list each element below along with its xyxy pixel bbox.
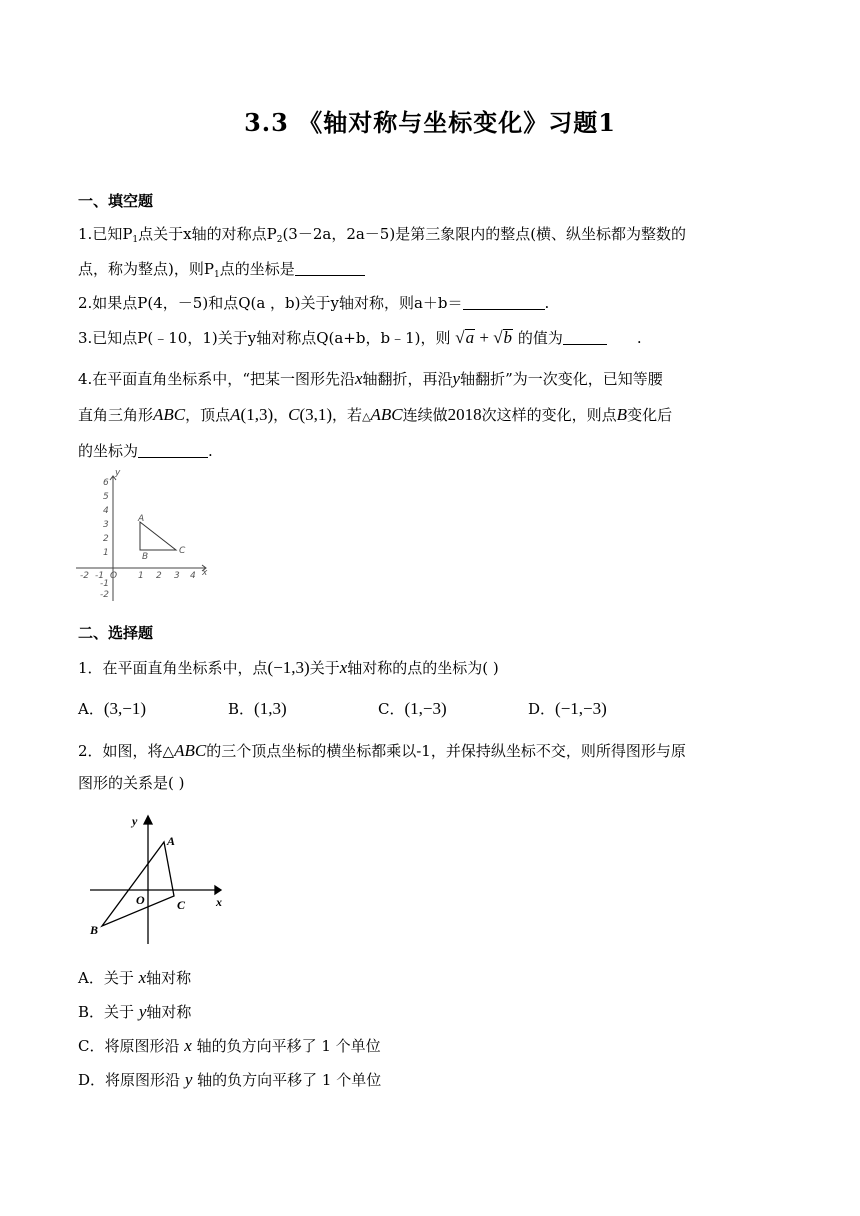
y-tick: 2 [103,534,109,544]
question-3: 3.已知点P(﹣10，1)关于y轴对称点Q(a+b，b﹣1)，则 √a + √b 的值为 . [78,328,642,347]
x-axis-label: x [202,568,208,578]
mc-q2-option-d[interactable]: D．将原图形沿 y 轴的负方向平移了 1 个单位 [78,1070,382,1089]
question-1-line-2: 点，称为整点)，则$P_1$点的坐标是 [78,258,365,280]
y-tick: -2 [100,590,109,600]
answer-blank [463,295,545,310]
figure-coordinate-grid-triangle [76,466,216,604]
mc-q2-option-a[interactable]: A．关于 x轴对称 [78,968,192,987]
vertex-label-c: C [179,546,186,556]
page-title: 3.3 《轴对称与坐标变化》习题1 [244,108,616,137]
q1-text: 1.已知$P_1$点关于x轴的对称点$P_2(3-2a$，2a－5)是第三象限内的整点(横、纵坐标都为整数的 [78,225,687,245]
mc-q1-option-d[interactable]: D．(−1,−3) [528,699,607,718]
mc-q2-option-c[interactable]: C．将原图形沿 x 轴的负方向平移了 1 个单位 [78,1036,381,1055]
x-tick: 4 [190,571,196,581]
vertex-label-c: C [177,898,186,912]
mc-question-2-line-1: 2．如图，将△ABC的三个顶点坐标的横坐标都乘以-1，并保持纵坐标不交，则所得图形与原 [78,741,686,760]
question-4-line-2: 直角三角形ABC，顶点A(1,3)，C(3,1)，若△ABC连续做2018次这样的变化，则点B变化后 [78,405,673,424]
x-tick: 2 [156,571,162,581]
x-axis-label: x [216,895,222,909]
y-tick: 4 [103,506,109,516]
mc-q1-option-b[interactable]: B．(1,3) [228,699,287,718]
section-heading-multiple-choice: 二、选择题 [78,624,154,642]
triangle-abc [102,842,174,926]
y-tick: 1 [103,548,109,558]
mc-q1-option-c[interactable]: C．(1,−3) [378,699,447,718]
answer-blank [138,443,208,458]
x-tick: 1 [138,571,144,581]
y-axis-label: y [115,468,121,478]
y-tick: 5 [103,492,109,502]
y-tick: 6 [103,478,109,488]
figure-triangle-axes [82,810,232,950]
mc-question-1: 1．在平面直角坐标系中，点(−1,3)关于x轴对称的点的坐标为( ) [78,658,499,677]
question-4-line-3: 的坐标为 . [78,442,213,460]
vertex-label-b: B [90,923,99,937]
vertex-label-b: B [142,552,149,562]
x-tick: -2 [80,571,89,581]
section-heading-fill-blank: 一、填空题 [78,192,154,210]
x-tick: -1 [95,571,104,581]
x-tick: 3 [174,571,180,581]
mc-question-2-line-2: 图形的关系是( ) [78,774,185,792]
question-4-line-1: 4.在平面直角坐标系中，“把某一图形先沿x轴翻折，再沿y轴翻折”为一次变化，已知等腰 [78,369,663,388]
y-axis-label: y [132,814,138,828]
answer-blank [295,261,365,276]
vertex-label-a: A [138,514,145,524]
y-tick: 3 [103,520,109,530]
question-1-line-1 [78,223,686,245]
question-2: 2.如果点P(4，－5)和点Q(a ，b)关于y轴对称，则a＋b＝ . [78,294,550,312]
vertex-label-a: A [167,834,176,848]
y-tick: -1 [100,579,109,589]
mc-q1-option-a[interactable]: A．(3,−1) [78,699,147,718]
answer-blank [563,330,607,345]
triangle-abc [140,522,176,550]
origin-label: O [110,571,118,581]
mc-q2-option-b[interactable]: B．关于 y轴对称 [78,1002,192,1021]
origin-label: O [136,893,145,907]
